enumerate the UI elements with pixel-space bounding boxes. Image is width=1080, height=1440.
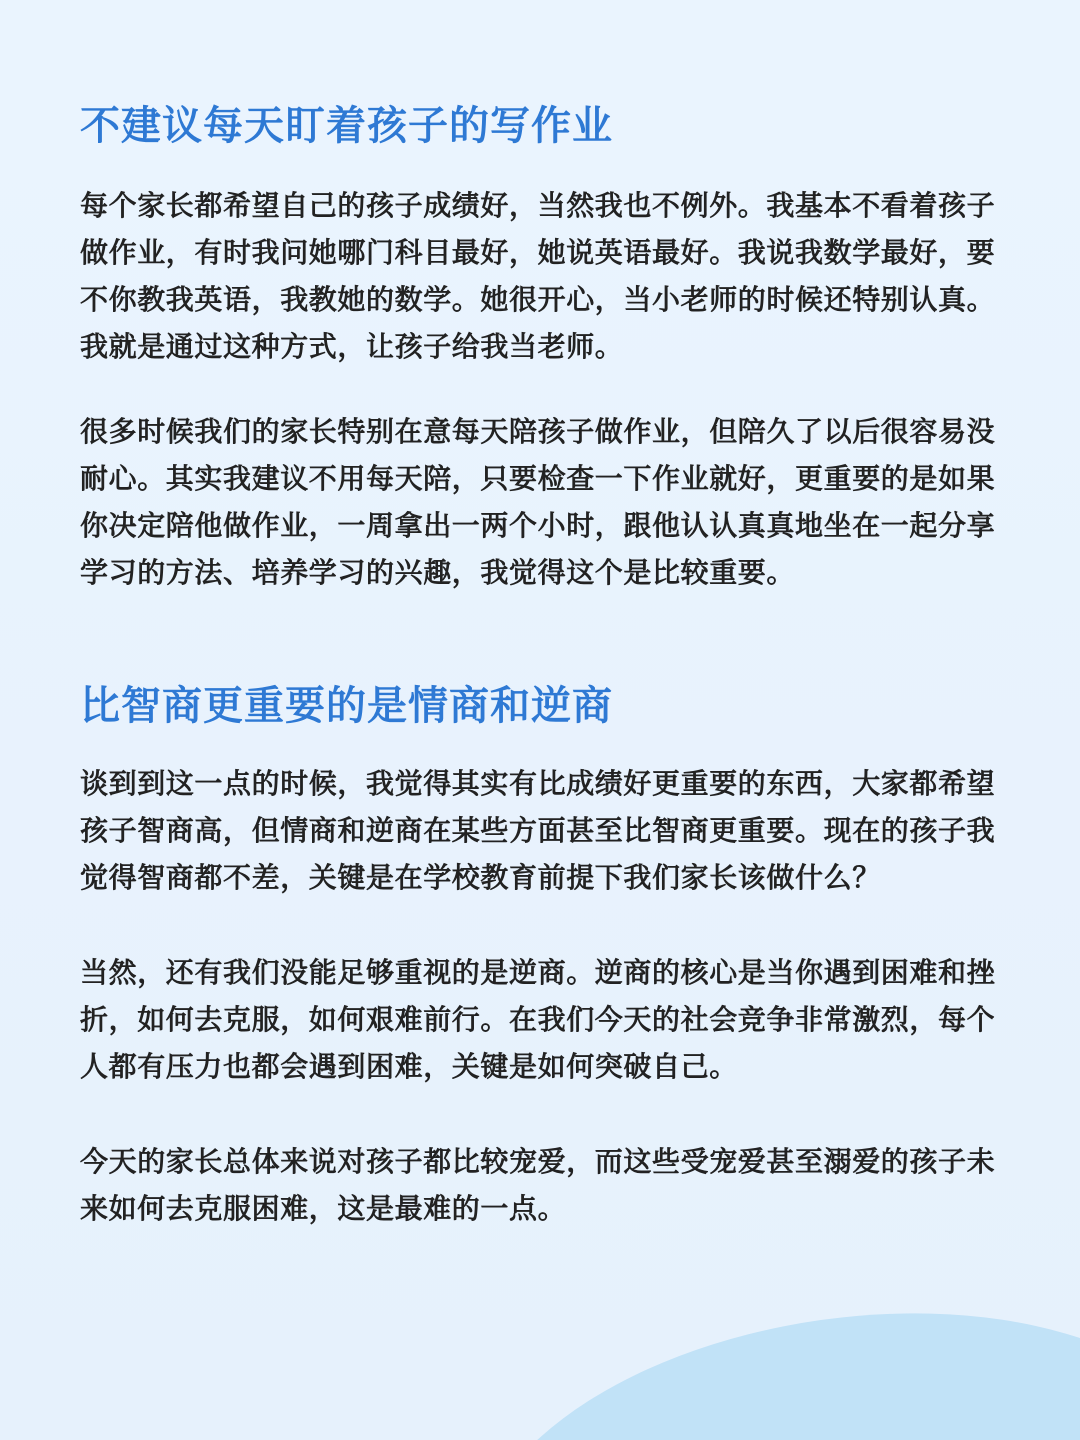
section-title-eq-aq: 比智商更重要的是情商和逆商	[80, 683, 613, 729]
paragraph-eq-aq-2: 当然，还有我们没能足够重视的是逆商。逆商的核心是当你遇到困难和挫折，如何去克服，如何艰难前行。在我们今天的社会竞争非常激烈，每个人都有压力也都会遇到困难，关键是如何突破自己。	[80, 956, 996, 1083]
paragraph-eq-aq-1: 谈到到这一点的时候，我觉得其实有比成绩好更重要的东西，大家都希望孩子智商高，但情商和逆商在某些方面甚至比智商更重要。现在的孩子我觉得智商都不差，关键是在学校教育前提下我们家长该做什么？	[80, 767, 996, 894]
paragraph-homework-1: 每个家长都希望自己的孩子成绩好，当然我也不例外。我基本不看着孩子做作业，有时我问她哪门科目最好，她说英语最好。我说我数学最好，要不你教我英语，我教她的数学。她很开心，当小老师的时候还特别认真。我就是通过这种方式，让孩子给我当老师。	[80, 189, 996, 363]
paragraph-eq-aq-3: 今天的家长总体来说对孩子都比较宠爱，而这些受宠爱甚至溺爱的孩子未来如何去克服困难，这是最难的一点。	[80, 1145, 996, 1225]
paragraph-homework-2: 很多时候我们的家长特别在意每天陪孩子做作业，但陪久了以后很容易没耐心。其实我建议不用每天陪，只要检查一下作业就好，更重要的是如果你决定陪他做作业，一周拿出一两个小时，跟他认认真真地坐在一起分享学习的方法、培养学习的兴趣，我觉得这个是比较重要。	[80, 415, 996, 589]
article-content	[80, 98, 1000, 1232]
decorative-corner-shape	[444, 1267, 1080, 1440]
section-title-homework: 不建议每天盯着孩子的写作业	[80, 103, 613, 149]
